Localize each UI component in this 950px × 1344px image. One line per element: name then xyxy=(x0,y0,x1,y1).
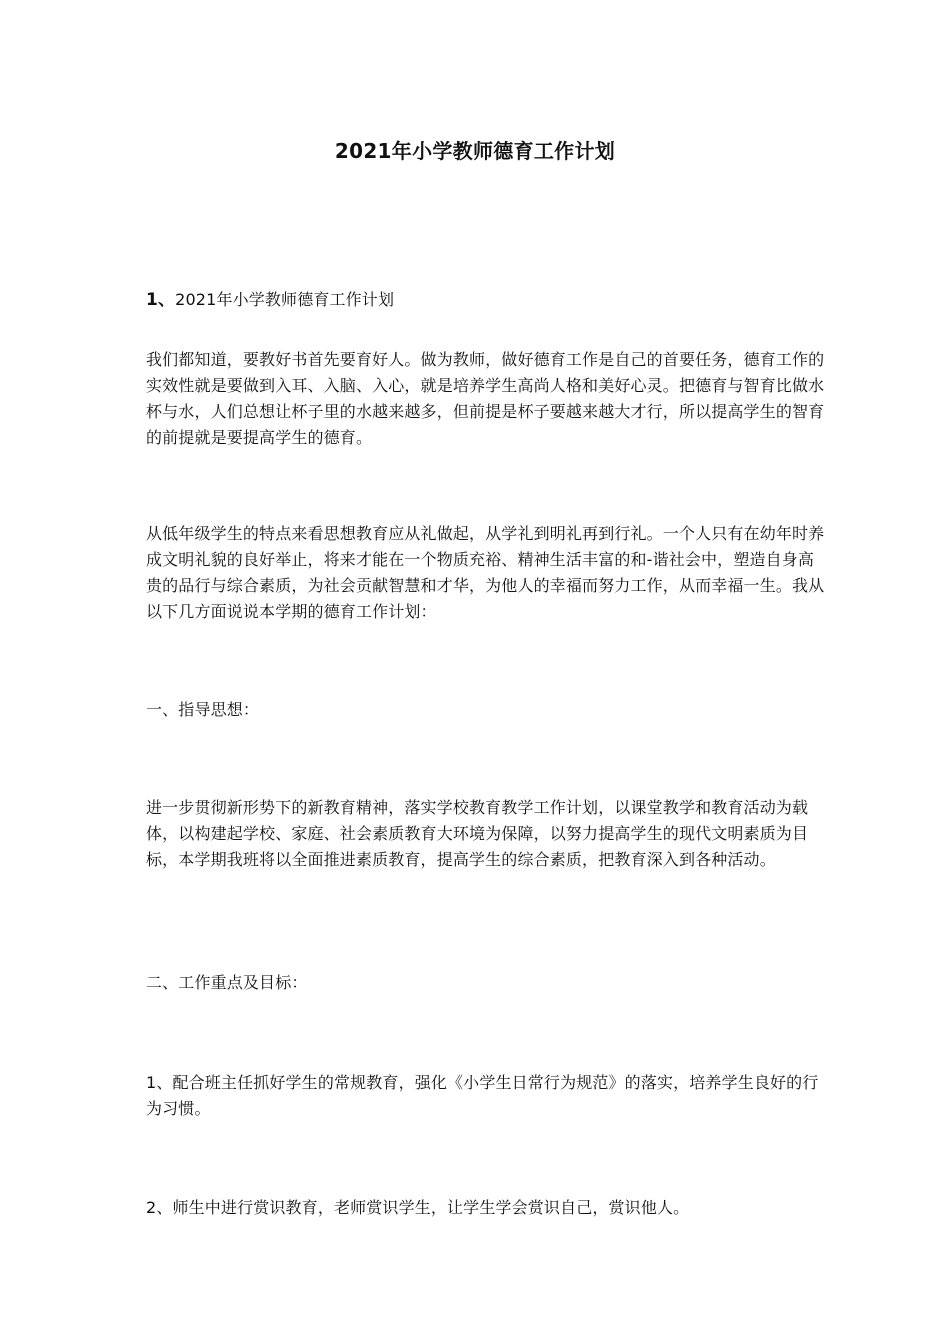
section-heading-text: 2021年小学教师德育工作计划 xyxy=(175,290,395,309)
paragraph-guiding-thought: 进一步贯彻新形势下的新教育精神，落实学校教育教学工作计划，以课堂教学和教育活动为载体，以构建起学校、家庭、社会素质教育大环境为保障，以努力提高学生的现代文明素质为目标，本学期我班将以全面推进素质教育，提高学生的综合素质，把教育深入到各种活动。 xyxy=(146,798,809,869)
paragraph-etiquette: 从低年级学生的特点来看思想教育应从礼做起，从学礼到明礼再到行礼。一个人只有在幼年时养成文明礼貌的良好举止，将来才能在一个物质充裕、精神生活丰富的和-谐社会中，塑造自身高贵的品行与综合素质，为社会贡献智慧和才华，为他人的幸福而努力工作，从而幸福一生。我从以下几方面说说本学期的德育工作计划： xyxy=(146,524,825,621)
document-title: 2021年小学教师德育工作计划 xyxy=(334,139,616,163)
heading-key-points: 二、工作重点及目标： xyxy=(146,973,308,992)
paragraph-intro: 我们都知道，要教好书首先要育好人。做为教师，做好德育工作是自己的首要任务，德育工作的实效性就是要做到入耳、入脑、入心，就是培养学生高尚人格和美好心灵。把德育与智育比做水杯与水，人们总想让杯子里的水越来越多，但前提是杯子要越来越大才行，所以提高学生的智育的前提就是要提高学生的德育。 xyxy=(146,350,825,447)
paragraph-point-2: 2、师生中进行赏识教育，老师赏识学生，让学生学会赏识自己，赏识他人。 xyxy=(146,1198,690,1217)
section-heading xyxy=(146,287,826,313)
paragraph-point-1: 1、配合班主任抓好学生的常规教育，强化《小学生日常行为规范》的落实，培养学生良好的行为习惯。 xyxy=(146,1073,819,1118)
heading-guiding-thought: 一、指导思想： xyxy=(146,700,260,719)
section-number: 1、 xyxy=(146,290,176,310)
